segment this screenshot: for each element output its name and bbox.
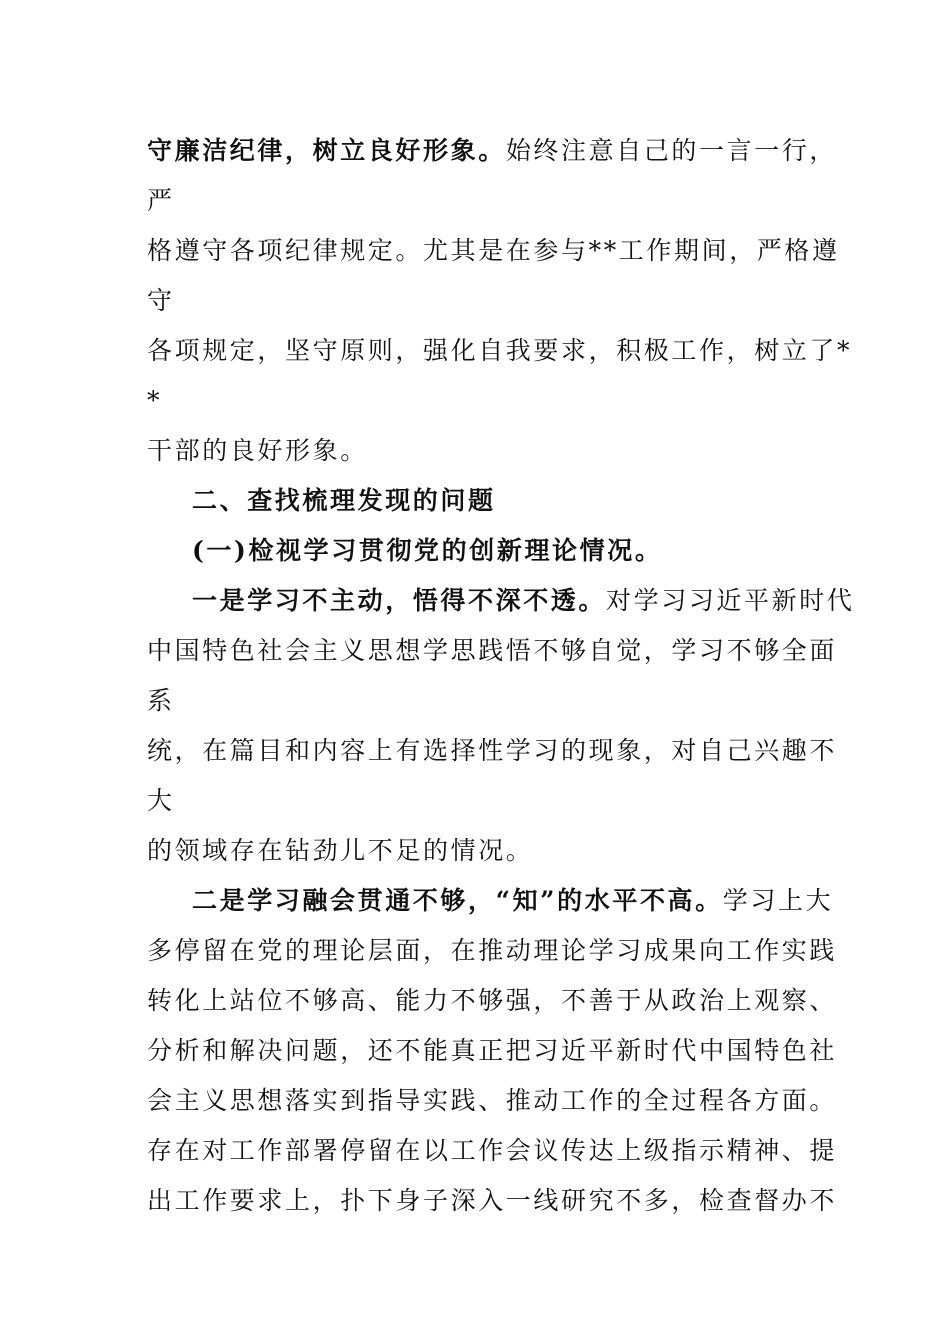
line-text: 出工作要求上，扑下身子深入一线研究不多，检查督办不	[147, 1186, 838, 1215]
bold-lead: 守廉洁纪律，树立良好形象。	[147, 136, 506, 165]
text-line-3	[147, 235, 840, 267]
text-line-20	[147, 1085, 837, 1117]
text-line-14	[147, 785, 175, 817]
line-text: 各项规定，坚守原则，强化自我要求，积极工作，树立了*	[147, 336, 853, 365]
text-line-22	[147, 1185, 837, 1217]
subsection-heading	[192, 535, 662, 567]
heading-text: 二、查找梳理发现的问题	[192, 486, 496, 515]
line-text: 格遵守各项纪律规定。尤其是在参与**工作期间，严格遵	[147, 236, 840, 265]
text-line-1	[147, 135, 837, 167]
bold-lead: 二是学习融会贯通不够，“知”的水平不高。	[192, 886, 723, 915]
line-text: 大	[147, 786, 175, 815]
text-line-10	[192, 585, 854, 617]
text-line-7	[147, 435, 368, 467]
line-text: 存在对工作部署停留在以工作会议传达上级指示精神、提	[147, 1136, 838, 1165]
text-line-21	[147, 1135, 837, 1167]
text-line-6	[147, 385, 162, 417]
line-text: 转化上站位不够高、能力不够强，不善于从政治上观察、	[147, 986, 838, 1015]
line-text: 统，在篇目和内容上有选择性学习的现象，对自己兴趣不	[147, 736, 838, 765]
line-text: 中国特色社会主义思想学思践悟不够自觉，学习不够全面	[147, 636, 838, 665]
text-line-18	[147, 985, 837, 1017]
line-text: *	[147, 386, 163, 415]
text-line-16	[192, 885, 833, 917]
bold-lead: 一是学习不主动，悟得不深不透。	[192, 586, 607, 615]
line-text: 学习上大	[722, 886, 834, 915]
text-line-17	[147, 935, 837, 967]
text-line-4	[147, 285, 175, 317]
text-line-12	[147, 685, 175, 717]
text-line-19	[147, 1035, 837, 1067]
text-line-13	[147, 735, 837, 767]
line-text: 守	[147, 286, 175, 315]
text-line-15	[147, 835, 533, 867]
text-line-5	[147, 335, 852, 367]
line-text: 始终注意自己的一言一行，	[505, 136, 838, 165]
line-text: 干部的良好形象。	[147, 436, 368, 465]
line-text: 的领域存在钻劲儿不足的情况。	[147, 836, 534, 865]
line-text: 会主义思想落实到指导实践、推动工作的全过程各方面。	[147, 1086, 838, 1115]
text-line-11	[147, 635, 837, 667]
line-text: 严	[147, 186, 175, 215]
text-line-2	[147, 185, 175, 217]
line-text: 分析和解决问题，还不能真正把习近平新时代中国特色社	[147, 1036, 838, 1065]
section-heading	[192, 485, 496, 517]
line-text: 多停留在党的理论层面，在推动理论学习成果向工作实践	[147, 936, 838, 965]
line-text: 系	[147, 686, 175, 715]
heading-text: (一)检视学习贯彻党的创新理论情况。	[192, 536, 663, 565]
line-text: 对学习习近平新时代	[606, 586, 855, 615]
